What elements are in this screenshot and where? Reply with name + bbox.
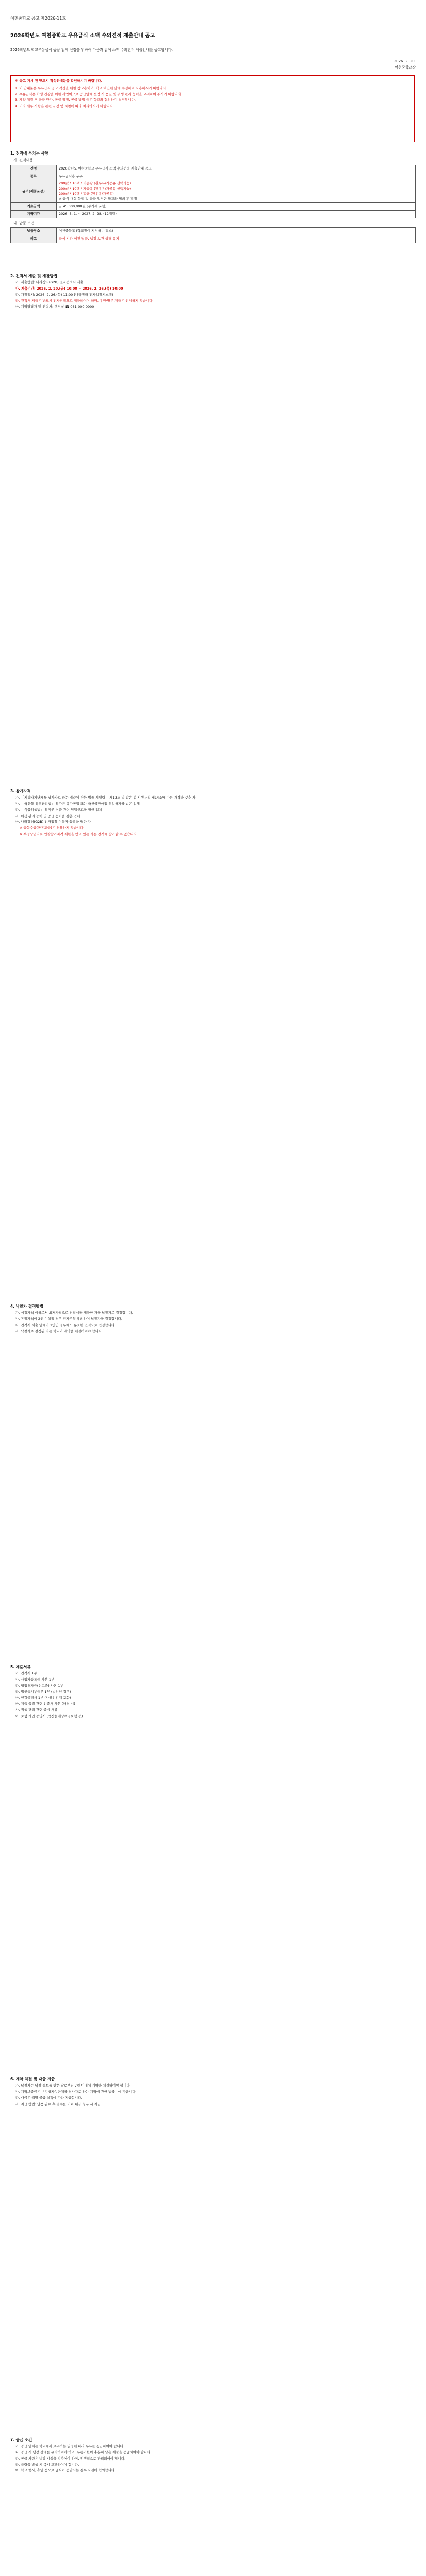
cell-value: 2026학년도 여천중학교 우유급식 소액 수의견적 제출안내 공고 bbox=[57, 165, 416, 173]
sub-title: 나. 납품 조건 bbox=[13, 221, 35, 225]
sub-title: 가. 견적내용 bbox=[13, 158, 34, 163]
note-item: ※ 부정당업자로 입찰참가자격 제한을 받고 있는 자는 견적에 참가할 수 없습니다. bbox=[20, 832, 138, 836]
list-item: 나. 계약보증금은 「지방자치단체를 당사자로 하는 계약에 관한 법률」에 따릅니다. bbox=[15, 2090, 137, 2094]
note-item: ※ 공동수급(공동도급)은 허용하지 않습니다. bbox=[20, 826, 85, 830]
list-item: 마. 계약담당자 및 연락처: 행정실 ☎ 061-000-0000 bbox=[15, 304, 94, 309]
section-title: 5. 제출서류 bbox=[10, 1665, 31, 1669]
list-item: 마. 학교 행사, 휴업 등으로 급식이 중단되는 경우 사전에 협의합니다. bbox=[15, 2468, 116, 2473]
cell-label: 납품장소 bbox=[11, 228, 57, 235]
list-item: 라. 법인등기부등본 1부 (법인인 경우) bbox=[15, 1689, 71, 1694]
list-item: 나. 공급 시 냉장 상태를 유지하여야 하며, 유통기한이 충분히 남은 제품을 공급하여야 합니다. bbox=[15, 2450, 152, 2454]
spec-line: 200㎖ * 10팩 / 멸균 (흰우유/가공유) bbox=[59, 191, 114, 196]
list-item: 다. 개찰일시: 2026. 2. 26.(목) 11:00 (나라장터 전자입찰시스템) bbox=[15, 292, 113, 297]
cell-value: 여천중학교 (학교장이 지정하는 장소) bbox=[57, 228, 416, 235]
list-item: 마. 나라장터(G2B) 전자입찰 이용자 등록을 필한 자 bbox=[15, 820, 91, 824]
list-item: 아. 보험 가입 증명서 (생산물배상책임보험 등) bbox=[15, 1714, 83, 1718]
section-title: 3. 참가자격 bbox=[10, 789, 31, 793]
section-5 bbox=[10, 1664, 416, 1720]
section-title: 4. 낙찰자 결정방법 bbox=[10, 1304, 44, 1309]
section-7 bbox=[10, 2437, 416, 2475]
list-item: 나. 동일가격이 2인 이상일 경우 전자추첨에 의하여 낙찰자를 결정합니다. bbox=[15, 1317, 122, 1321]
list-item: 라. 불량품 발생 시 즉시 교환하여야 합니다. bbox=[15, 2462, 79, 2467]
cell-label: 건명 bbox=[11, 165, 57, 173]
cell-value: 급식 시간 이전 납품, 냉장 보관 상태 유지 bbox=[57, 235, 416, 243]
spec-line: 200㎖ * 10팩 / 가공유 (흰우유/가공유 선택가능) bbox=[59, 187, 132, 191]
section-4 bbox=[10, 1303, 416, 1335]
spec-line: ※ 급식 대상 학생 및 공급 일정은 학교와 협의 후 확정 bbox=[59, 196, 137, 201]
list-item: 나. 사업자등록증 사본 1부 bbox=[15, 1677, 55, 1682]
cell-label: 기초금액 bbox=[11, 203, 57, 211]
cell-label: 규격(제품포장) bbox=[11, 180, 57, 203]
list-item: 라. 견적서 제출은 반드시 전자견적으로 제출하여야 하며, 우편·방문 제출은 인정하지 않습니다. bbox=[15, 298, 154, 303]
list-item: 라. 낙찰자로 결정된 자는 학교와 계약을 체결하여야 합니다. bbox=[15, 1329, 103, 1333]
list-item: 다. 영업허가증(신고증) 사본 1부 bbox=[15, 1683, 63, 1688]
section-1 bbox=[10, 150, 416, 245]
cell-label: 품목 bbox=[11, 173, 57, 180]
section-title: 7. 공급 조건 bbox=[10, 2437, 32, 2442]
guide-line: 4. 기타 세부 사항은 관련 규정 및 지침에 따라 처리하시기 바랍니다. bbox=[15, 104, 114, 108]
list-item: 사. 위생 관리 관련 증빙 서류 bbox=[15, 1707, 58, 1712]
list-item: 마. 인감증명서 1부 (사용인감계 포함) bbox=[15, 1696, 71, 1700]
section-2 bbox=[10, 273, 416, 311]
estimate-table bbox=[10, 165, 416, 218]
cell-value: 금 45,000,000원 (부가세 포함) bbox=[57, 203, 416, 211]
cell-value bbox=[57, 180, 416, 203]
guide-line: 2. 우유급식은 학생 건강을 위한 사업이므로 공급업체 선정 시 품질 및 위생 관리 능력을 고려하여 주시기 바랍니다. bbox=[15, 92, 182, 96]
list-item: 가. 제출방법: 나라장터(G2B) 전자견적서 제출 bbox=[15, 280, 84, 285]
list-item: 가. 공급 업체는 학교에서 요구하는 일정에 따라 우유를 공급하여야 합니다. bbox=[15, 2444, 125, 2449]
notice-date: 2026. 2. 20. bbox=[394, 59, 416, 63]
list-item: 가. 「지방자치단체를 당사자로 하는 계약에 관한 법률 시행령」 제13조 및 같은 법 시행규칙 제14조에 따른 자격을 갖춘 자 bbox=[15, 795, 196, 800]
list-item: 나. 「축산물 위생관리법」에 따른 유가공업 또는 축산물판매업 영업허가를 받은 업체 bbox=[15, 802, 140, 806]
list-item: 라. 지급 방법: 납품 완료 후 검수를 거쳐 대금 청구 시 지급 bbox=[15, 2102, 101, 2106]
guide-line: 3. 계약 체결 후 공급 단가, 공급 일정, 공급 방법 등은 학교와 협의하여 결정합니다. bbox=[15, 98, 136, 103]
guide-line: 1. 이 안내문은 우유급식 공고 작성을 위한 참고용이며, 학교 여건에 맞게 수정하여 사용하시기 바랍니다. bbox=[15, 86, 167, 90]
list-item: 다. 공급 차량은 냉장 시설을 갖추어야 하며, 위생적으로 관리되어야 합니다. bbox=[15, 2456, 126, 2461]
section-title: 6. 계약 체결 및 대금 지급 bbox=[10, 2077, 55, 2081]
intro-text: 2026학년도 학교우유급식 공급 업체 선정을 위하여 다음과 같이 소액 수의견적 제출안내를 공고합니다. bbox=[10, 48, 173, 52]
list-item: 다. 「식품위생법」에 따른 식품 관련 영업신고를 필한 업체 bbox=[15, 807, 102, 812]
list-item: 다. 대금은 월별 공급 실적에 따라 지급합니다. bbox=[15, 2095, 83, 2100]
guide-box bbox=[10, 75, 415, 142]
section-title: 1. 견적에 부치는 사항 bbox=[10, 151, 48, 156]
list-item: 다. 견적서 제출 업체가 1인인 경우에도 유효한 견적으로 인정합니다. bbox=[15, 1323, 116, 1327]
guide-heading: ※ 공고 게시 전 반드시 작성안내문을 확인하시기 바랍니다. bbox=[15, 79, 103, 83]
notice-school: 여천중학교장 bbox=[395, 65, 416, 70]
section-3 bbox=[10, 788, 416, 838]
list-item: 라. 위생 관리 능력 및 공급 능력을 갖춘 업체 bbox=[15, 814, 80, 818]
list-item: 가. 예정가격 이하로서 최저가격으로 견적서를 제출한 자를 낙찰자로 결정합니다. bbox=[15, 1311, 133, 1315]
cell-label: 비고 bbox=[11, 235, 57, 243]
cell-value: 우유급식용 우유 bbox=[57, 173, 416, 180]
section-title: 2. 견적서 제출 및 개찰방법 bbox=[10, 274, 57, 278]
list-item: 가. 견적서 1부 bbox=[15, 1671, 37, 1676]
list-item: 바. 제품 품질 관련 인증서 사본 (해당 시) bbox=[15, 1702, 75, 1706]
spec-line: 200㎖ * 10팩 / 기준량 (흰우유/가공유 선택가능) bbox=[59, 181, 132, 186]
delivery-table bbox=[10, 227, 416, 243]
list-item: 가. 낙찰자는 낙찰 통보를 받은 날로부터 7일 이내에 계약을 체결하여야 합니다. bbox=[15, 2083, 131, 2088]
notice-number: 여천중학교 공고 제2026-11호 bbox=[10, 16, 67, 21]
cell-label: 계약기간 bbox=[11, 211, 57, 218]
list-item: 나. 제출기간: 2026. 2. 20.(금) 10:00 ~ 2026. 2. 26.(목) 10:00 bbox=[15, 286, 123, 291]
page-title: 2026학년도 여천중학교 우유급식 소액 수의견적 제출안내 공고 bbox=[10, 33, 155, 39]
section-6 bbox=[10, 2076, 416, 2108]
cell-value: 2026. 3. 1. ~ 2027. 2. 28. (12개월) bbox=[57, 211, 416, 218]
